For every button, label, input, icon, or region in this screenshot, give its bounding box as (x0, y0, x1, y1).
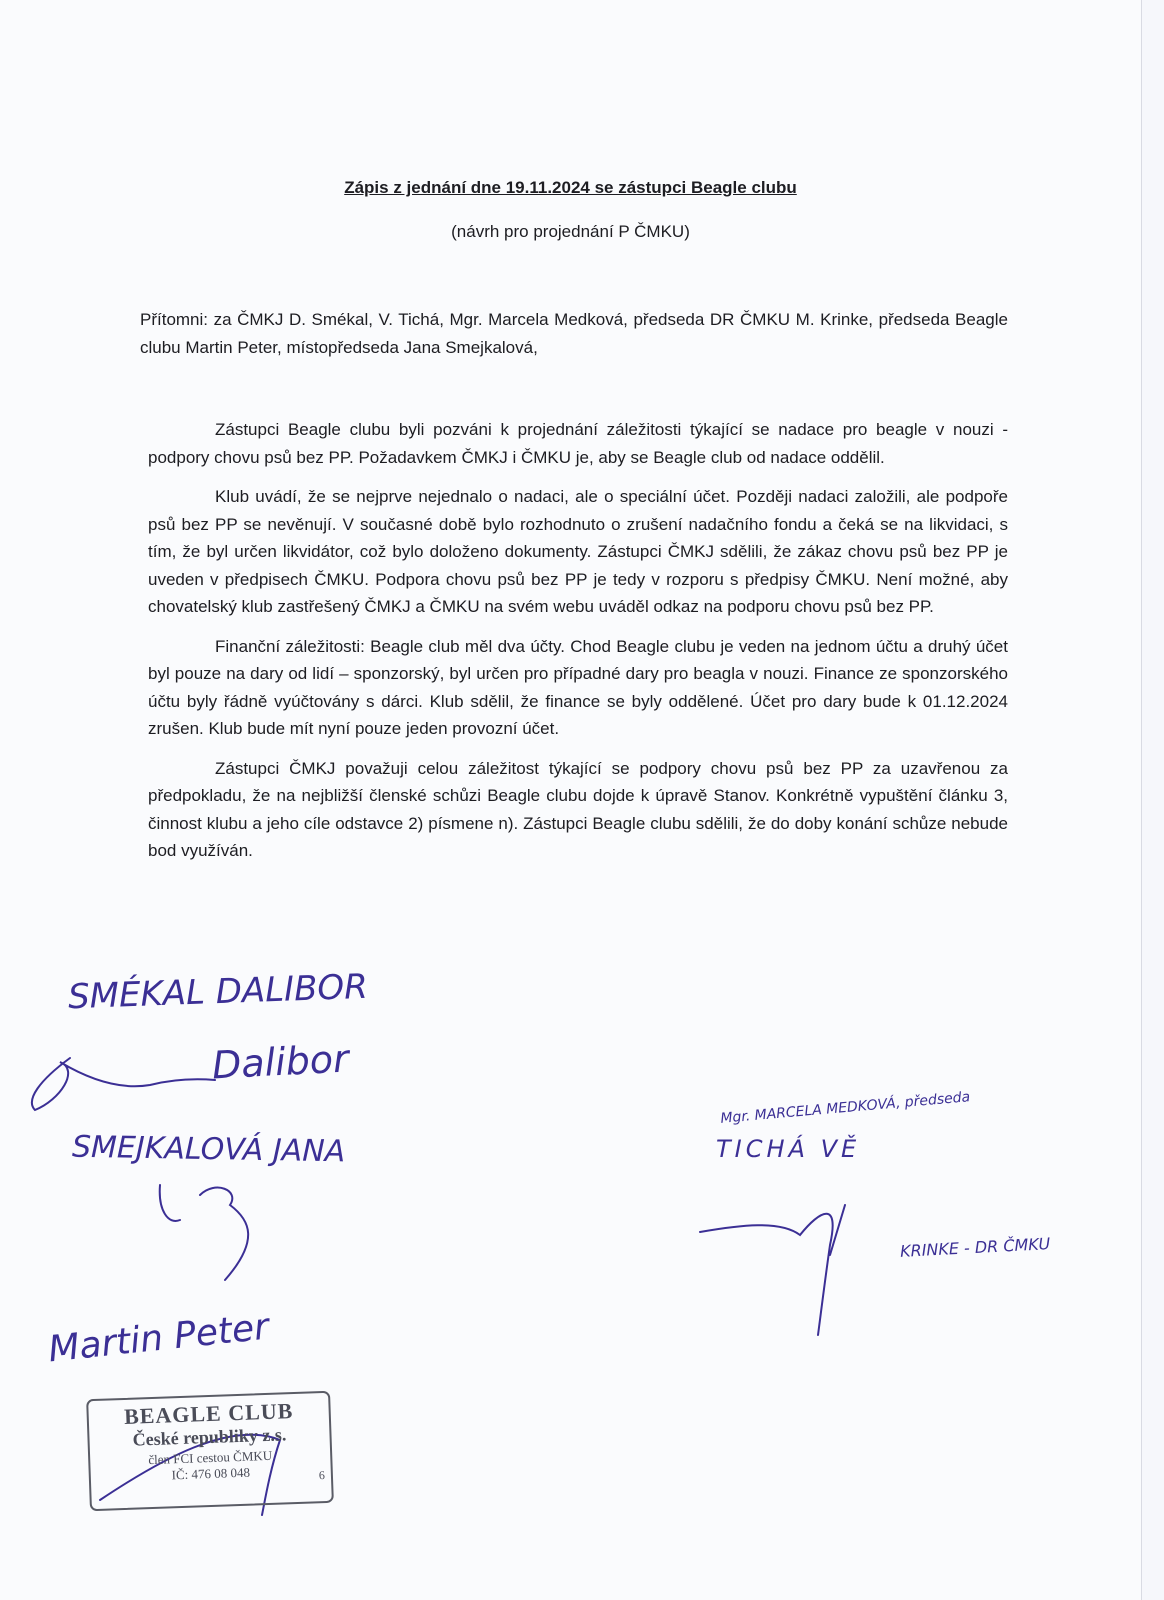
handwritten-krinke-name: KRINKE - DR ČMKU (899, 1234, 1051, 1261)
ticha-scribble (700, 1205, 845, 1335)
handwritten-smekal-signature: Dalibor (210, 1036, 350, 1088)
smekal-scribble (32, 1058, 215, 1110)
stamp-line-3: člen FCI cestou ČMKU (148, 1447, 273, 1468)
paragraph-conclusion: Zástupci ČMKJ považuji celou záležitost týkající se podpory chovu psů bez PP za uzavřenou za předpokladu, že na nejbližší členské schůzi Beagle clubu dojde k úpravě Stanov. Konkrétně vypuštění článku 3, činnost klubu a jeho cíle odstavce 2) písmene n). Zástupci Beagle clubu sdělili, že do doby konání schůze nebude bod využíván. (148, 758, 1008, 860)
smejkalova-scribble (160, 1185, 248, 1280)
handwritten-smekal-name: SMÉKAL DALIBOR (67, 966, 369, 1018)
paragraph-invitation: Zástupci Beagle clubu byli pozváni k projednání záležitosti týkající se nadace pro beagle v nouzi - podpory chovu psů bez PP. Požadavkem ČMKJ i ČMKU je, aby se Beagle club od nadace oddělil. (148, 420, 1008, 467)
handwritten-ticha-name: TICHÁ VĚ (716, 1135, 861, 1163)
document-body (148, 416, 1008, 877)
stamp-line-1: BEAGLE CLUB (123, 1398, 294, 1429)
document-title: Zápis z jednání dne 19.11.2024 se zástupci Beagle clubu (344, 178, 797, 197)
attendees-paragraph: Přítomni: za ČMKJ D. Smékal, V. Tichá, Mgr. Marcela Medková, předseda DR ČMKU M. Krinke, předseda Beagle clubu Martin Peter, místopředseda Jana Smejkalová, (140, 310, 1008, 357)
stamp-line-4: IČ: 476 08 048 (171, 1464, 251, 1483)
handwritten-peter-signature: Martin Peter (46, 1306, 271, 1371)
document-subtitle: (návrh pro projednání P ČMKU) (451, 222, 690, 241)
paragraph-finances: Finanční záležitosti: Beagle club měl dva účty. Chod Beagle clubu je veden na jednom účtu a druhý účet byl pouze na dary od lidí – sponzorský, byl určen pro případné dary pro beagla v nouzi. Finance ze sponzorského účtu byly řádně vyúčtovány s dárci. Klub sdělil, že finance se byly oddělené. Účet pro dary bude k 01.12.2024 zrušen. Klub bude mít nyní pouze jeden provozní účet. (148, 636, 1008, 738)
handwritten-medkova-name: Mgr. MARCELA MEDKOVÁ, předseda (719, 1089, 971, 1127)
paragraph-club-statement: Klub uvádí, že se nejprve nejednalo o nadaci, ale o speciální účet. Později nadaci založili, ale podpoře psů bez PP se nevěnují. V současné době bylo rozhodnuto o zrušení nadačního fondu a čeká se na likvidaci, s tím, že byl určen likvidátor, což bylo doloženo dokumenty. Zástupci ČMKJ sdělili, že zákaz chovu psů bez PP je uveden v předpisech ČMKU. Podpora chovu psů bez PP je tedy v rozporu s předpisy ČMKU. Není možné, aby chovatelský klub zastřešený ČMKJ a ČMKU na svém webu uváděl odkaz na podporu chovu psů bez PP. (148, 487, 1008, 616)
handwritten-smejkalova-name: SMEJKALOVÁ JANA (71, 1129, 346, 1170)
stamp-line-2: České republiky z.s. (132, 1424, 287, 1450)
club-stamp (86, 1391, 334, 1511)
stamp-number: 6 (318, 1468, 326, 1483)
